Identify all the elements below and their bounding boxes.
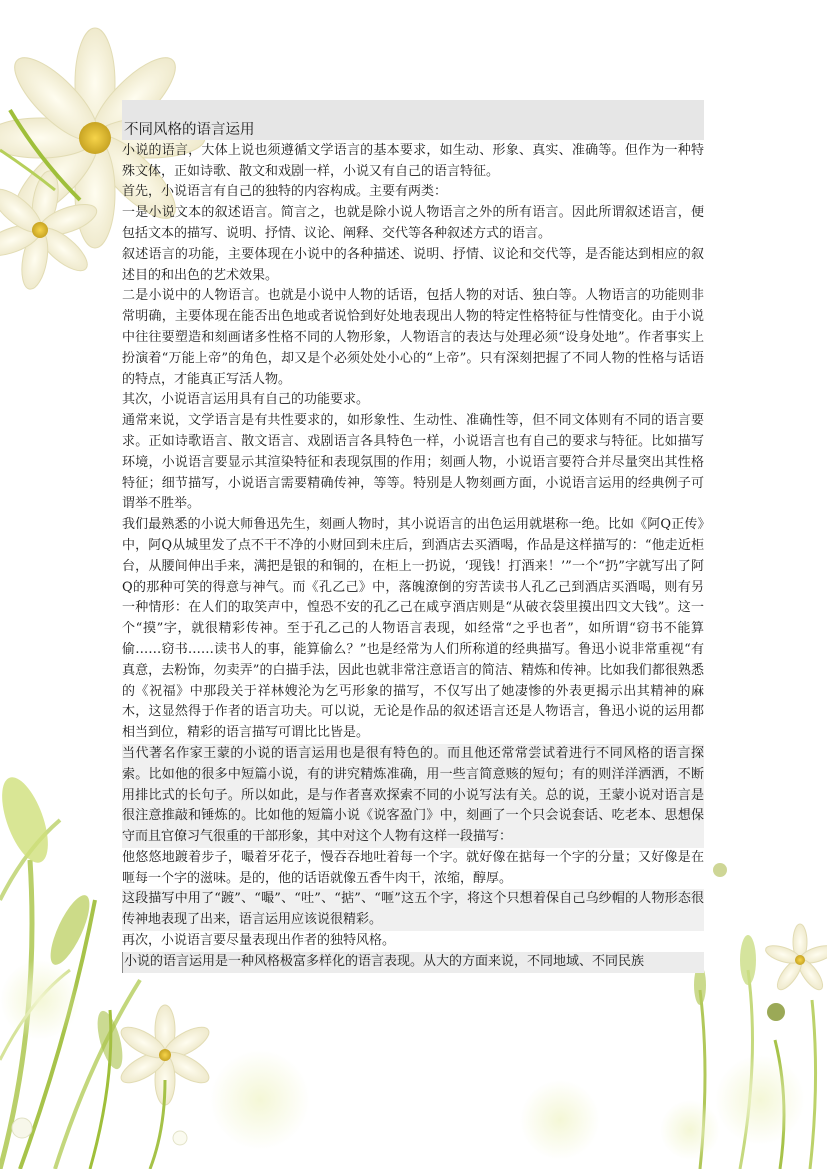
paragraph: 他悠悠地踱着步子，嘬着牙花子，慢吞吞地吐着每一个字。就好像在掂每一个字的分量；又好像是在咂每一个字的滋味。是的，他的话语就像五香牛肉干，浓缩，醇厚。 (122, 849, 704, 886)
paragraph: 一是小说文本的叙述语言。简言之，也就是除小说人物语言之外的所有语言。因此所谓叙述语言，便包括文本的描写、说明、抒情、议论、阐释、交代等各种叙述方式的语言。 (122, 205, 704, 241)
paragraph: 当代著名作家王蒙的小说的语言运用也是很有特色的。而且他还常常尝试着进行不同风格的语言探索。比如他的很多中短篇小说，有的讲究精炼准确，用一些言简意赅的短句；有的则洋洋洒洒，不断用排比式的长句子。所以如此，是与作者喜欢探索不同的小说写法有关。总的说，王蒙小说对语言是很注意推敲和锤炼的。比如他的短篇小说《说客盈门》中，刻画了一个只会说套话、吃老本、思想保守而且官僚习气很重的干部形象，其中对这个人物有这样一段描写： (122, 744, 704, 848)
paragraph: 我们最熟悉的小说大师鲁迅先生，刻画人物时，其小说语言的出色运用就堪称一绝。比如《阿Q正传》中，阿Q从城里发了点不干不净的小财回到未庄后，到酒店去买酒喝，作品是这样描写的：“他走近柜台，从腰间伸出手来，满把是银的和铜的，在柜上一扔说，‘现钱！打酒来！’”一个“扔”字就写出了阿Q的那种可笑的得意与神气。而《孔乙己》中，落魄潦倒的穷苦读书人孔乙己到酒店买酒喝，则有另一种情形：在人们的取笑声中，惶恐不安的孔乙己在咸亨酒店则是“从破衣袋里摸出四文大钱”。这一个“摸”字，就很精彩传神。至于孔乙己的人物语言表现，如经常“之乎也者”，如所谓“窃书不能算偷……窃书……读书人的事，能算偷么？”也是经常为人们所称道的经典描写。鲁迅小说非常重视“有真意，去粉饰，勿卖弄”的白描手法，因此也就非常注意语言的简洁、精炼和传神。比如我们都很熟悉的《祝福》中那段关于祥林嫂沦为乞丐形象的描写，不仅写出了她凄惨的外表更揭示出其精神的麻木，这显然得于作者的语言功夫。可以说，无论是作品的叙述语言还是人物语言，鲁迅小说的运用都相当到位，精彩的语言描写可谓比比皆是。 (122, 517, 704, 741)
paragraph: 其次，小说语言运用具有自己的功能要求。 (122, 392, 370, 408)
paragraph: 小说的语言运用是一种风格极富多样化的语言表现。从大的方面来说，不同地域、不同民族 (122, 952, 704, 973)
paragraph: 叙述语言的功能，主要体现在小说中的各种描述、说明、抒情、议论和交代等，是否能达到相应的叙述目的和出色的艺术效果。 (122, 246, 704, 283)
paragraph: 小说的语言，大体上说也须遵循文学语言的基本要求，如生动、形象、真实、准确等。但作为一种特殊文体，正如诗歌、散文和戏剧一样，小说又有自己的语言特征。 (122, 142, 704, 179)
article-body (122, 120, 704, 973)
page-title: 不同风格的语言运用 (124, 122, 255, 138)
paragraph: 二是小说中的人物语言。也就是小说中人物的话语，包括人物的对话、独白等。人物语言的功能则非常明确，主要体现在能否出色地或者说恰到好处地表现出人物的特定性格特征与性情变化。由于小说中往往要塑造和刻画诸多性格不同的人物形象，人物语言的表达与处理必须“设身处地”。作者事实上扮演着“万能上帝”的角色，却又是个必须处处小心的“上帝”。只有深刻把握了不同人物的性格与话语的特点，才能真正写活人物。 (122, 288, 704, 387)
paragraph: 通常来说，文学语言是有共性要求的，如形象性、生动性、准确性等，但不同文体则有不同的语言要求。正如诗歌语言、散文语言、戏剧语言各具特色一样，小说语言也有自己的要求与特征。比如描写环境，小说语言要显示其渲染特征和表现氛围的作用；刻画人物，小说语言要符合并尽量突出其性格特征；细节描写，小说语言需要精确传神，等等。特别是人物刻画方面，小说语言运用的经典例子可谓举不胜举。 (122, 413, 704, 512)
paragraph: 再次，小说语言要尽量表现出作者的独特风格。 (122, 933, 396, 949)
paragraph: 这段描写中用了“踱”、“嘬”、“吐”、“掂”、“咂”这五个字，将这个只想着保自己乌纱帽的人物形态很传神地表现了出来，语言运用应该说很精彩。 (122, 889, 704, 931)
paragraph: 首先，小说语言有自己的独特的内容构成。主要有两类： (122, 184, 448, 200)
